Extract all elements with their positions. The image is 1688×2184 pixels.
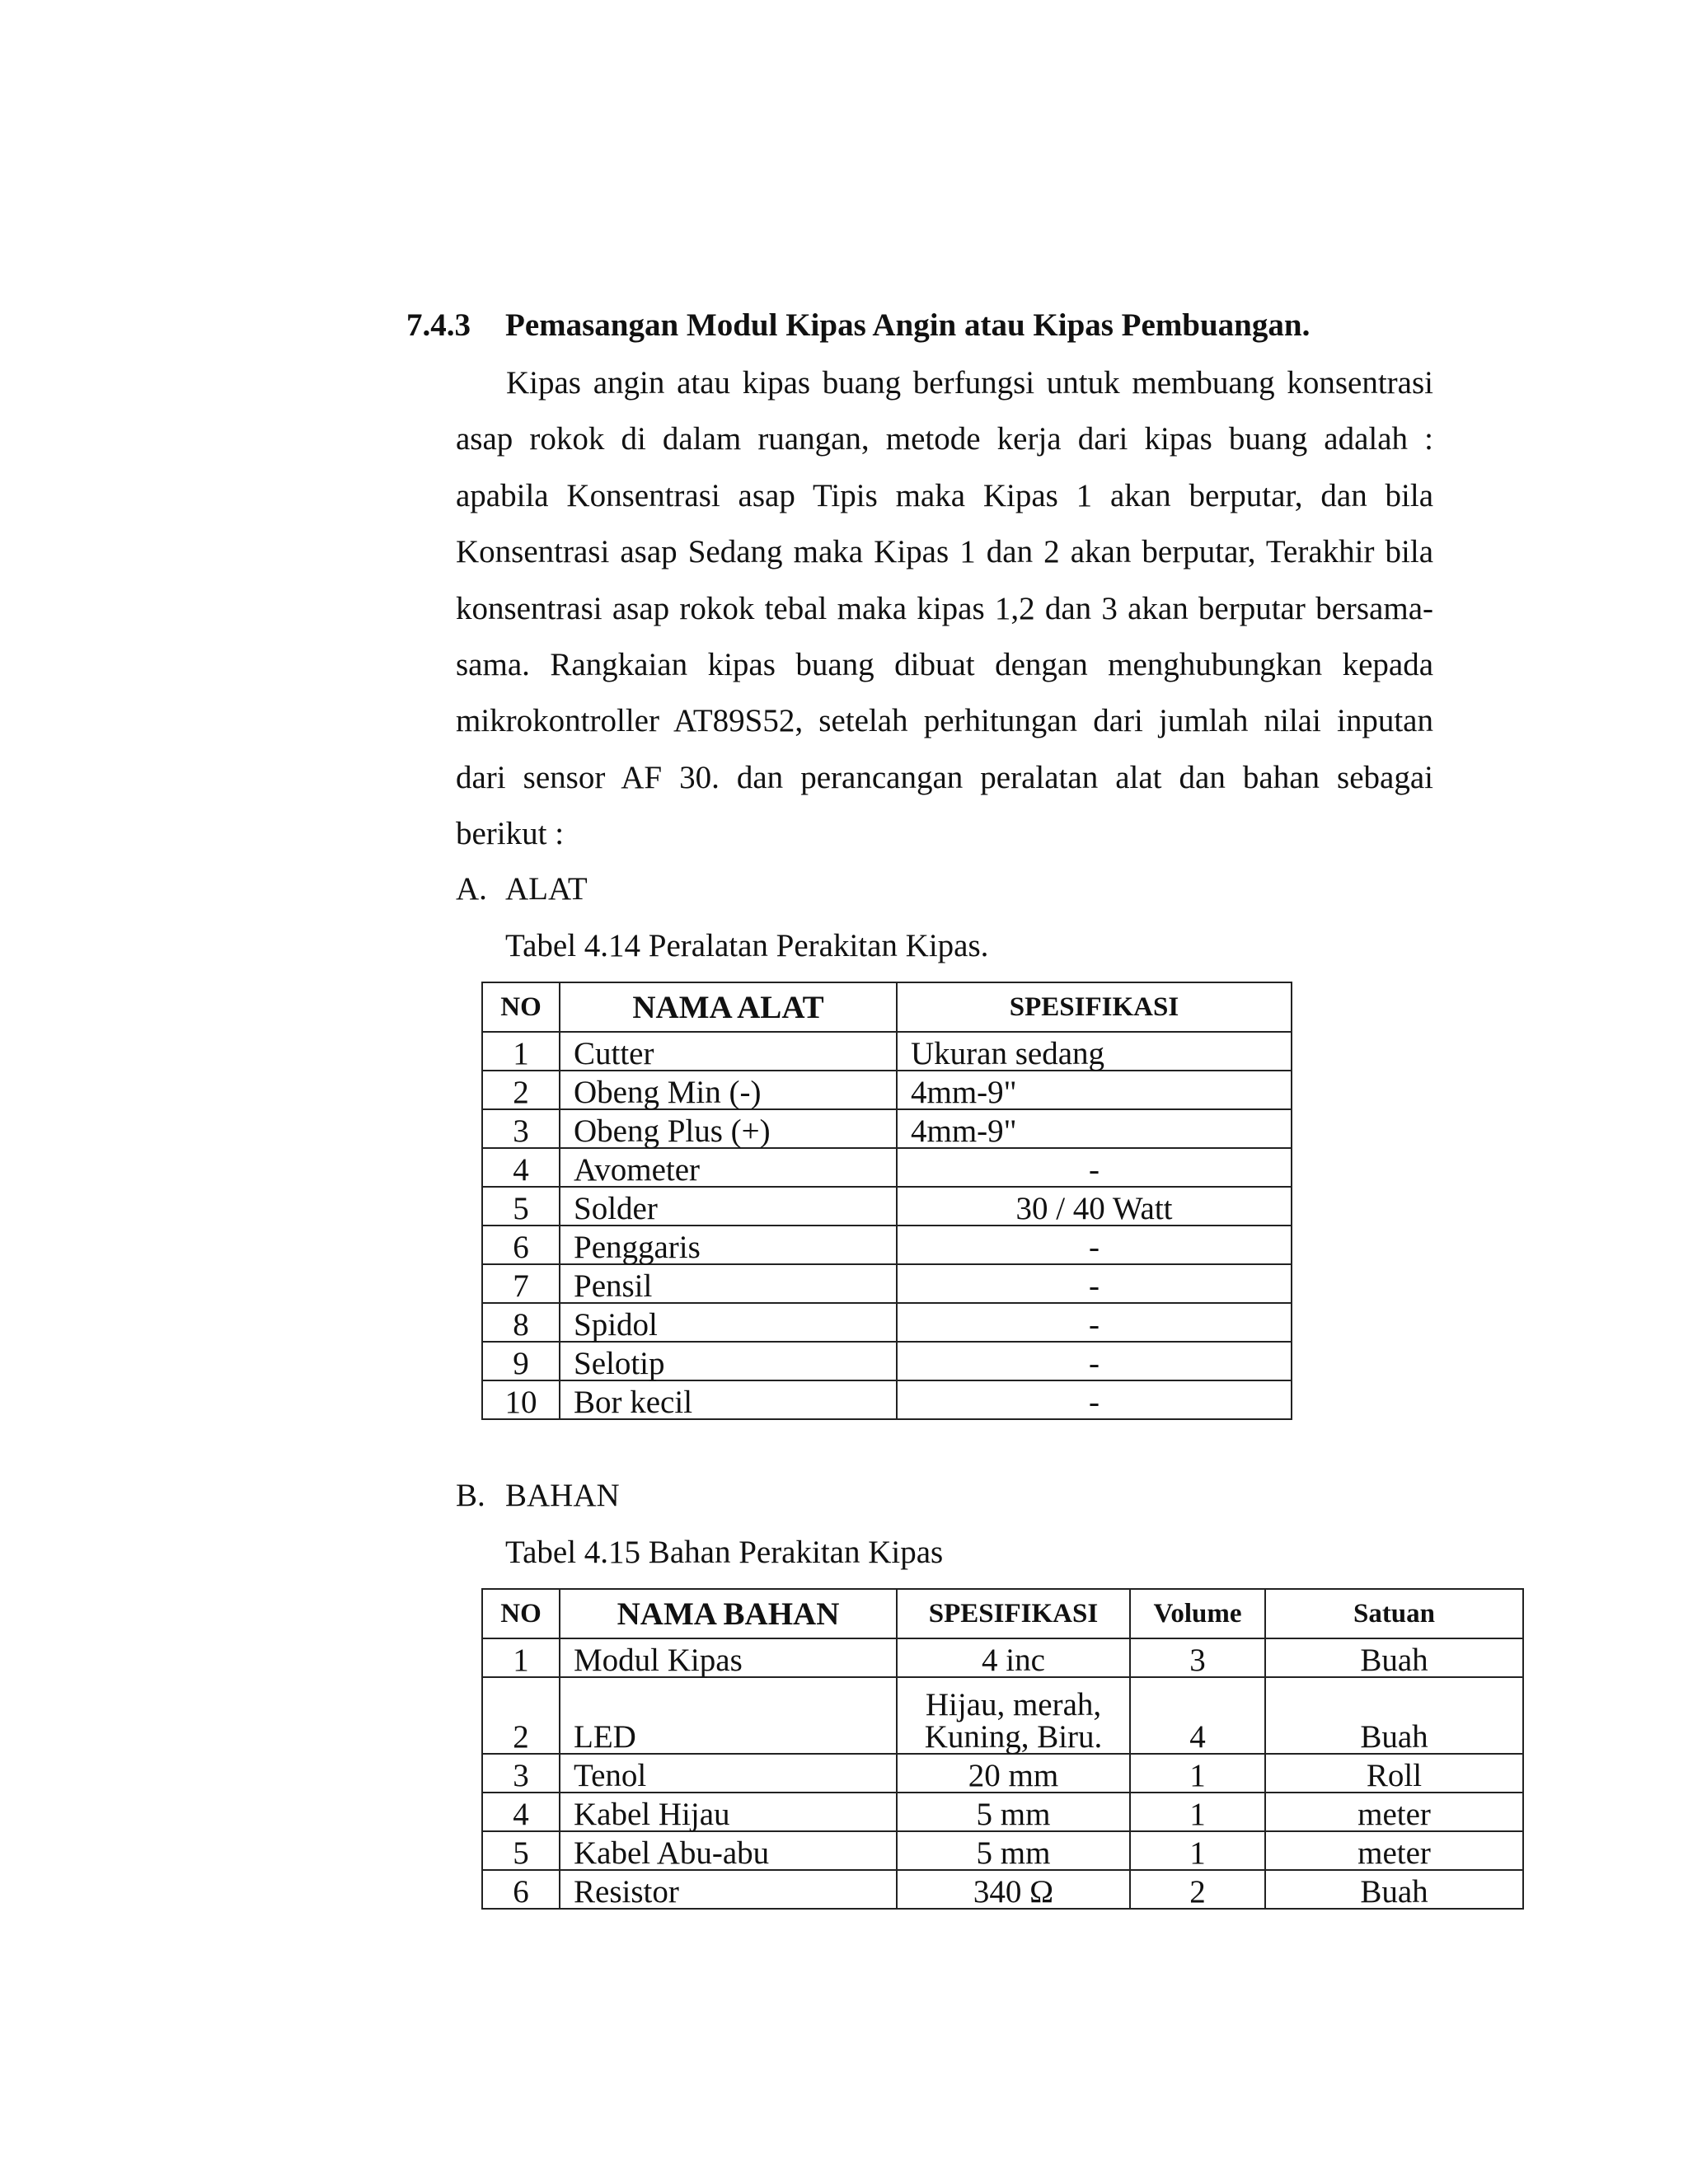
cell-spesifikasi: 4mm-9" bbox=[897, 1109, 1292, 1148]
cell-nama-alat: Avometer bbox=[560, 1148, 897, 1187]
paragraph-line: sama. Rangkaian kipas buang dibuat dengan menghubungkan kepada bbox=[456, 647, 1433, 683]
header-no: NO bbox=[482, 1589, 560, 1638]
table-row bbox=[482, 1342, 1292, 1380]
paragraph-line: Kipas angin atau kipas buang berfungsi untuk membuang konsentrasi bbox=[506, 365, 1433, 401]
cell-no: 2 bbox=[482, 1677, 560, 1754]
table-row bbox=[482, 1638, 1523, 1677]
header-spesifikasi: SPESIFIKASI bbox=[897, 1589, 1130, 1638]
table-alat bbox=[481, 982, 1292, 1420]
table-header-row bbox=[482, 982, 1292, 1032]
cell-nama-alat: Pensil bbox=[560, 1264, 897, 1303]
cell-nama-bahan: Tenol bbox=[560, 1754, 897, 1793]
cell-nama-alat: Selotip bbox=[560, 1342, 897, 1380]
section-b-title: BAHAN bbox=[505, 1478, 620, 1513]
cell-spesifikasi: Ukuran sedang bbox=[897, 1032, 1292, 1071]
cell-no: 6 bbox=[482, 1226, 560, 1264]
cell-volume: 1 bbox=[1130, 1831, 1265, 1870]
cell-satuan: Buah bbox=[1265, 1677, 1523, 1754]
cell-nama-alat: Solder bbox=[560, 1187, 897, 1226]
table-row bbox=[482, 1109, 1292, 1148]
header-nama-bahan: NAMA BAHAN bbox=[560, 1589, 897, 1638]
cell-spesifikasi: 5 mm bbox=[897, 1831, 1130, 1870]
section-b-heading bbox=[456, 1477, 620, 1514]
paragraph-line: apabila Konsentrasi asap Tipis maka Kipas 1 akan berputar, dan bila bbox=[456, 477, 1433, 513]
section-heading bbox=[406, 307, 1310, 344]
cell-no: 6 bbox=[482, 1870, 560, 1909]
cell-nama-alat: Cutter bbox=[560, 1032, 897, 1071]
cell-no: 3 bbox=[482, 1754, 560, 1793]
cell-spesifikasi: 4 inc bbox=[897, 1638, 1130, 1677]
cell-nama-alat: Bor kecil bbox=[560, 1380, 897, 1419]
table-row bbox=[482, 1187, 1292, 1226]
cell-no: 9 bbox=[482, 1342, 560, 1380]
cell-nama-alat: Obeng Plus (+) bbox=[560, 1109, 897, 1148]
table-row bbox=[482, 1831, 1523, 1870]
cell-nama-bahan: Resistor bbox=[560, 1870, 897, 1909]
table-row bbox=[482, 1380, 1292, 1419]
section-number: 7.4.3 bbox=[406, 307, 471, 343]
table-row bbox=[482, 1303, 1292, 1342]
cell-no: 3 bbox=[482, 1109, 560, 1148]
section-title: Pemasangan Modul Kipas Angin atau Kipas Pembuangan. bbox=[505, 307, 1311, 343]
table-header-row bbox=[482, 1589, 1523, 1638]
paragraph-line: Konsentrasi asap Sedang maka Kipas 1 dan 2 akan berputar, Terakhir bila bbox=[456, 534, 1433, 570]
cell-no: 5 bbox=[482, 1187, 560, 1226]
cell-nama-alat: Obeng Min (-) bbox=[560, 1071, 897, 1109]
cell-spesifikasi: - bbox=[897, 1303, 1292, 1342]
paragraph-line: mikrokontroller AT89S52, setelah perhitungan dari jumlah nilai inputan bbox=[456, 703, 1433, 739]
cell-spesifikasi: 20 mm bbox=[897, 1754, 1130, 1793]
cell-nama-bahan: Kabel Abu-abu bbox=[560, 1831, 897, 1870]
cell-nama-alat: Penggaris bbox=[560, 1226, 897, 1264]
cell-nama-alat: Spidol bbox=[560, 1303, 897, 1342]
paragraph-line: berikut : bbox=[456, 816, 565, 852]
cell-volume: 3 bbox=[1130, 1638, 1265, 1677]
cell-spesifikasi: 340 Ω bbox=[897, 1870, 1130, 1909]
header-nama-alat: NAMA ALAT bbox=[560, 982, 897, 1032]
cell-spesifikasi: 30 / 40 Watt bbox=[897, 1187, 1292, 1226]
cell-volume: 4 bbox=[1130, 1677, 1265, 1754]
paragraph-line: asap rokok di dalam ruangan, metode kerja dari kipas buang adalah : bbox=[456, 421, 1433, 457]
cell-satuan: Buah bbox=[1265, 1870, 1523, 1909]
table-row bbox=[482, 1754, 1523, 1793]
cell-spesifikasi: - bbox=[897, 1380, 1292, 1419]
cell-nama-bahan: Modul Kipas bbox=[560, 1638, 897, 1677]
cell-no: 5 bbox=[482, 1831, 560, 1870]
cell-no: 10 bbox=[482, 1380, 560, 1419]
cell-spesifikasi: - bbox=[897, 1148, 1292, 1187]
cell-spesifikasi: 5 mm bbox=[897, 1793, 1130, 1831]
cell-no: 4 bbox=[482, 1148, 560, 1187]
cell-nama-bahan: LED bbox=[560, 1677, 897, 1754]
table-row bbox=[482, 1677, 1523, 1754]
table-row bbox=[482, 1870, 1523, 1909]
section-a-title: ALAT bbox=[505, 871, 588, 907]
header-spesifikasi: SPESIFIKASI bbox=[897, 982, 1292, 1032]
cell-nama-bahan: Kabel Hijau bbox=[560, 1793, 897, 1831]
table-row bbox=[482, 1226, 1292, 1264]
table-bahan bbox=[481, 1588, 1524, 1910]
cell-volume: 1 bbox=[1130, 1793, 1265, 1831]
cell-no: 1 bbox=[482, 1638, 560, 1677]
body-paragraph bbox=[456, 355, 1433, 863]
cell-no: 2 bbox=[482, 1071, 560, 1109]
table-row bbox=[482, 1793, 1523, 1831]
section-a-heading bbox=[456, 870, 588, 907]
cell-spesifikasi: 4mm-9" bbox=[897, 1071, 1292, 1109]
section-a-letter: A. bbox=[456, 871, 487, 907]
table-row bbox=[482, 1148, 1292, 1187]
table-row bbox=[482, 1264, 1292, 1303]
section-b-letter: B. bbox=[456, 1478, 485, 1513]
cell-no: 4 bbox=[482, 1793, 560, 1831]
cell-spesifikasi: - bbox=[897, 1226, 1292, 1264]
cell-no: 8 bbox=[482, 1303, 560, 1342]
cell-no: 1 bbox=[482, 1032, 560, 1071]
cell-satuan: meter bbox=[1265, 1831, 1523, 1870]
header-satuan: Satuan bbox=[1265, 1589, 1523, 1638]
cell-no: 7 bbox=[482, 1264, 560, 1303]
paragraph-line: dari sensor AF 30. dan perancangan peralatan alat dan bahan sebagai bbox=[456, 759, 1433, 795]
cell-satuan: meter bbox=[1265, 1793, 1523, 1831]
cell-spesifikasi: - bbox=[897, 1264, 1292, 1303]
cell-spesifikasi: - bbox=[897, 1342, 1292, 1380]
cell-satuan: Buah bbox=[1265, 1638, 1523, 1677]
cell-satuan: Roll bbox=[1265, 1754, 1523, 1793]
cell-volume: 1 bbox=[1130, 1754, 1265, 1793]
header-volume: Volume bbox=[1130, 1589, 1265, 1638]
paragraph-line: konsentrasi asap rokok tebal maka kipas 1,2 dan 3 akan berputar bersama- bbox=[456, 590, 1433, 626]
cell-spesifikasi: Hijau, merah, Kuning, Biru. bbox=[897, 1677, 1130, 1754]
table-row bbox=[482, 1071, 1292, 1109]
table-row bbox=[482, 1032, 1292, 1071]
header-no: NO bbox=[482, 982, 560, 1032]
table-bahan-caption: Tabel 4.15 Bahan Perakitan Kipas bbox=[505, 1535, 944, 1570]
table-alat-caption: Tabel 4.14 Peralatan Perakitan Kipas. bbox=[505, 928, 989, 963]
cell-volume: 2 bbox=[1130, 1870, 1265, 1909]
